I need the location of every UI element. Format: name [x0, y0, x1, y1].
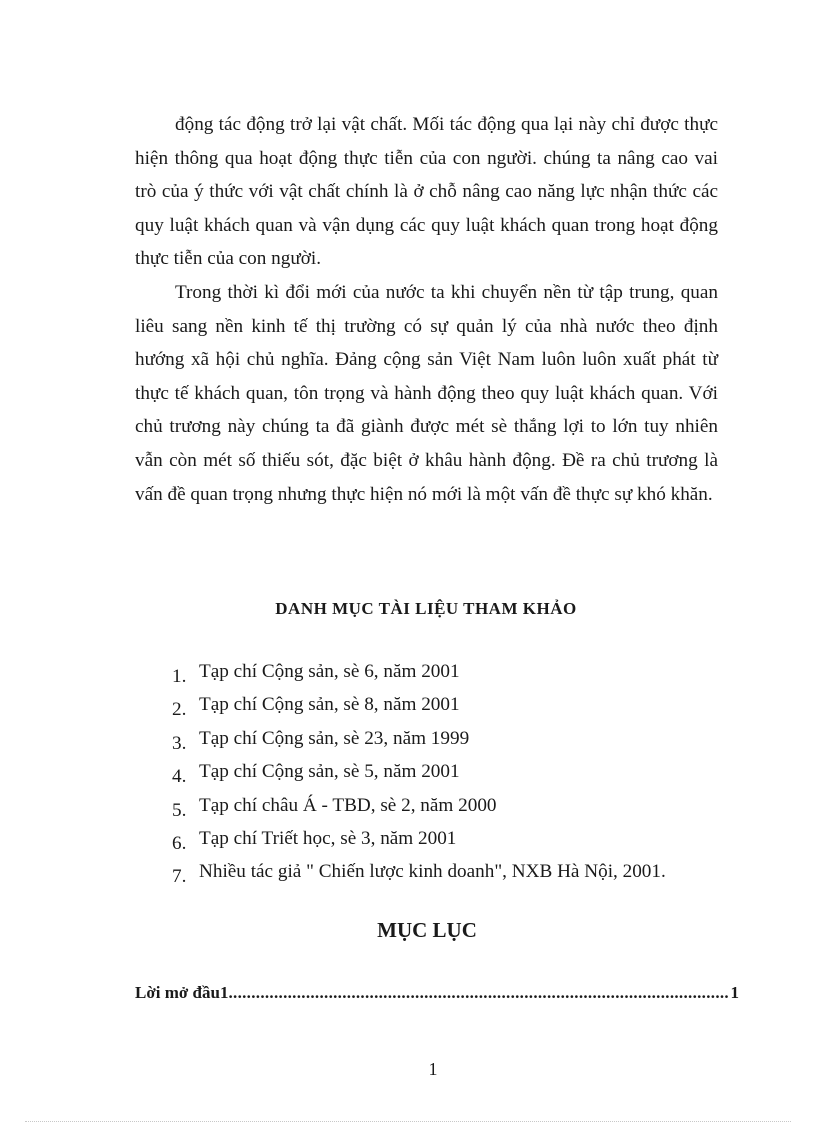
- references-title: DANH MỤC TÀI LIỆU THAM KHẢO: [275, 599, 577, 618]
- reference-text: Tạp chí Cộng sản, sè 5, năm 2001: [199, 761, 460, 783]
- toc-title: MỤC LỤC: [377, 918, 477, 942]
- reference-text: Tạp chí châu Á - TBD, sè 2, năm 2000: [199, 794, 497, 816]
- reference-number: 1.: [172, 666, 187, 687]
- reference-item: [172, 688, 666, 721]
- page-number: 1: [428, 1059, 438, 1079]
- reference-item: [172, 655, 666, 688]
- toc-entry-page: 1: [730, 983, 739, 1002]
- references-list: [172, 655, 666, 889]
- reference-text: Tạp chí Cộng sản, sè 23, năm 1999: [199, 727, 470, 749]
- reference-number: 7.: [172, 866, 187, 888]
- body-text: [135, 108, 718, 511]
- reference-item: [172, 722, 666, 755]
- reference-item: [172, 755, 666, 788]
- paragraph: Trong thời kì đổi mới của nước ta khi chuyển nền từ tập trung, quan liêu sang nền kinh tế thị trường có sự quản lý của nhà nước theo định hướng xã hội chủ nghĩa. Đảng cộng sản Việt Nam luôn luôn xuất phát từ thực tế khách quan, tôn trọng và hành động theo quy luật khách quan. Với chủ trương này chúng ta đã giành được mét sè thắng lợi to lớn tuy nhiên vẫn còn mét số thiếu sót, đặc biệt ở khâu hành động. Đề ra chủ trương là vấn đề quan trọng nhưng thực hiện nó mới là một vấn đề thực sự khó khăn.: [135, 281, 718, 505]
- reference-number: 3.: [172, 732, 187, 754]
- reference-item: [172, 855, 666, 888]
- reference-item: [172, 789, 666, 822]
- reference-item: [172, 822, 666, 855]
- reference-text: Tạp chí Cộng sản, sè 6, năm 2001: [199, 661, 460, 682]
- toc-dot-leader: ..............................................................................................................: [228, 983, 729, 1002]
- reference-text: Tạp chí Triết học, sè 3, năm 2001: [199, 827, 457, 849]
- toc-entry[interactable]: [135, 983, 739, 1003]
- reference-text: Tạp chí Cộng sản, sè 8, năm 2001: [199, 694, 460, 716]
- reference-number: 5.: [172, 799, 187, 821]
- reference-number: 6.: [172, 832, 187, 854]
- reference-number: 2.: [172, 699, 187, 721]
- reference-number: 4.: [172, 766, 187, 788]
- reference-text: Nhiều tác giả " Chiến lược kinh doanh", NXB Hà Nội, 2001.: [199, 861, 666, 883]
- page-bottom-divider: [25, 1121, 791, 1122]
- paragraph: động tác động trở lại vật chất. Mối tác động qua lại này chỉ được thực hiện thông qua hoạt động thực tiễn của con người. chúng ta nâng cao vai trò của ý thức với vật chất chính là ở chỗ nâng cao năng lực nhận thức các quy luật khách quan và vận dụng các quy luật khách quan trong hoạt động thực tiễn của con người.: [135, 114, 718, 270]
- toc-entry-label: Lời mở đầu1: [135, 983, 229, 1002]
